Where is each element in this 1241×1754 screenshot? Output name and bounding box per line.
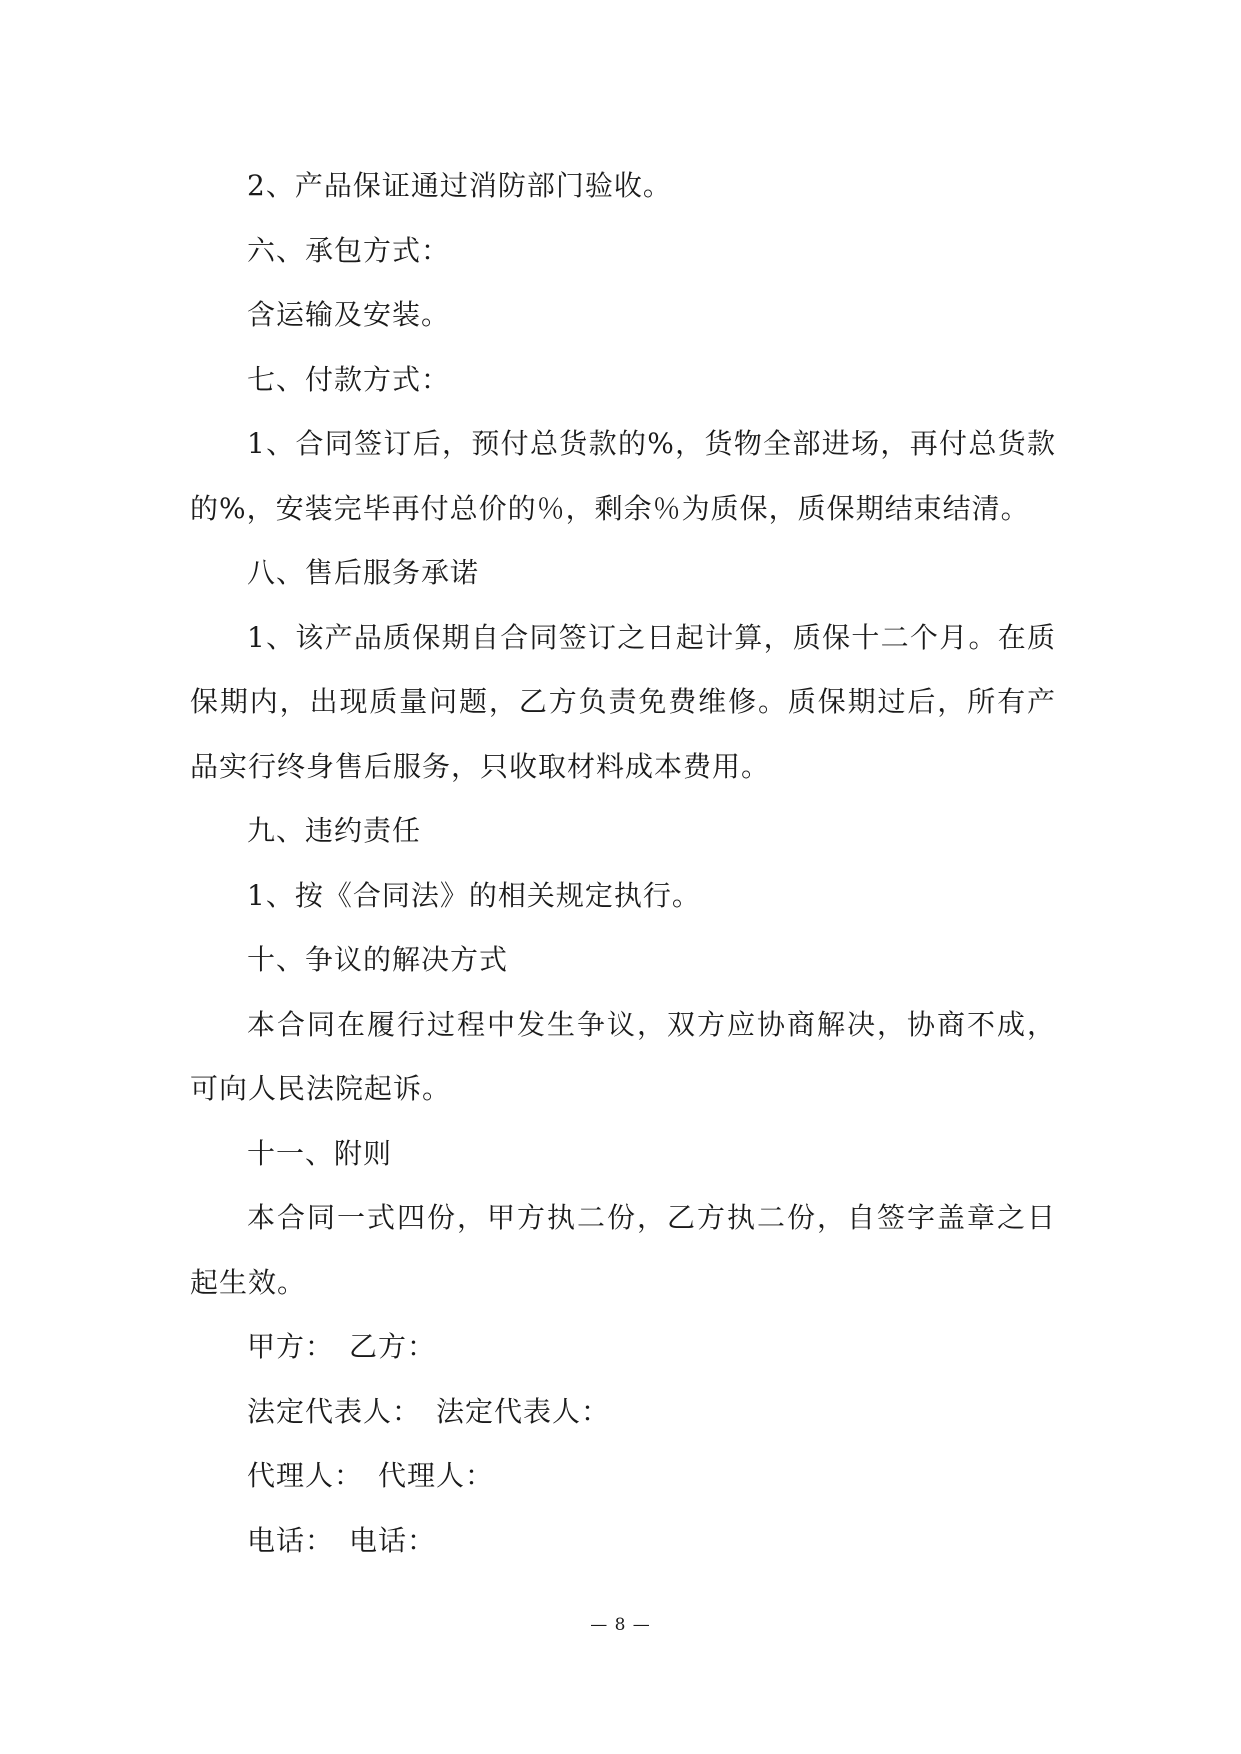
clause-paragraph: 本合同在履行过程中发生争议，双方应协商解决，协商不成，可向人民法院起诉。 <box>190 1007 1056 1105</box>
clause-paragraph: 1、合同签订后，预付总货款的%，货物全部进场，再付总货款的%，安装完毕再付总价的％，剩余％为质保，质保期结束结清。 <box>190 427 1056 525</box>
clause-paragraph: 含运输及安装。 <box>247 298 451 331</box>
clause-paragraph: 本合同一式四份，甲方执二份，乙方执二份，自签字盖章之日起生效。 <box>190 1201 1056 1299</box>
section-heading: 六、承包方式： <box>247 233 451 267</box>
signature-line-representative: 法定代表人： 法定代表人： <box>247 1394 611 1428</box>
document-body <box>190 154 1056 1573</box>
signature-line-agent: 代理人： 代理人： <box>247 1459 495 1492</box>
section-heading: 八、售后服务承诺 <box>247 556 480 589</box>
clause-paragraph: 2、产品保证通过消防部门验收。 <box>247 169 672 202</box>
clause-paragraph: 1、按《合同法》的相关规定执行。 <box>247 878 701 912</box>
signature-line-phone: 电话： 电话： <box>247 1523 437 1557</box>
section-heading: 十、争议的解决方式 <box>247 943 509 976</box>
section-heading: 十一、附则 <box>247 1136 393 1170</box>
section-heading: 九、违约责任 <box>247 814 422 847</box>
section-heading: 七、付款方式： <box>247 362 451 396</box>
page-number: — 8 — <box>590 1615 651 1635</box>
signature-line-party: 甲方： 乙方： <box>247 1330 437 1363</box>
clause-paragraph: 1、该产品质保期自合同签订之日起计算，质保十二个月。在质保期内，出现质量问题，乙方负责免费维修。质保期过后，所有产品实行终身售后服务，只收取材料成本费用。 <box>190 620 1056 783</box>
